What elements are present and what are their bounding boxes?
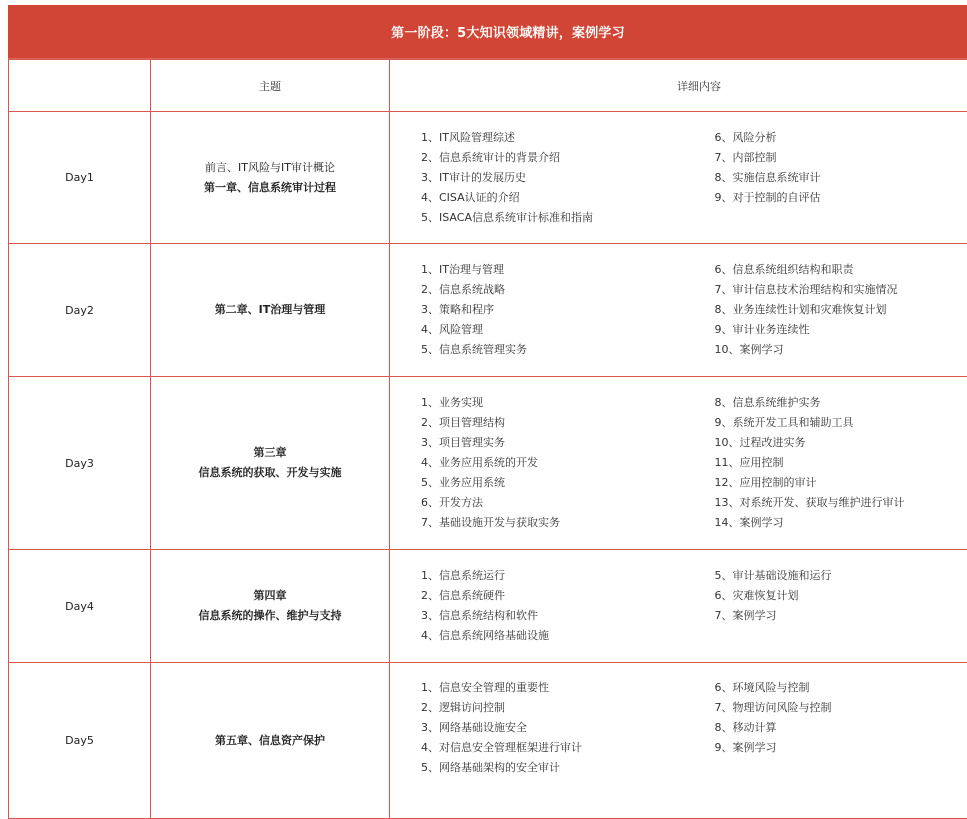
detail-item: 14、案例学习 [715,513,967,533]
table-row [9,244,967,377]
detail-item: 2、信息系统审计的背景介绍 [421,148,715,168]
detail-item: 5、业务应用系统 [421,473,715,493]
detail-item: 2、信息系统战略 [421,280,715,300]
detail-item: 7、案例学习 [715,606,967,626]
day-cell: Day2 [9,244,151,377]
detail-item: 4、CISA认证的介绍 [421,188,715,208]
detail-item: 4、业务应用系统的开发 [421,453,715,473]
detail-item: 10、过程改进实务 [715,433,967,453]
detail-item: 3、策略和程序 [421,300,715,320]
detail-item: 11、应用控制 [715,453,967,473]
detail-item: 9、审计业务连续性 [715,320,967,340]
detail-column-right [715,678,967,778]
day-cell: Day3 [9,377,151,550]
detail-column-left [421,260,715,360]
day-cell: Day1 [9,112,151,244]
topic-cell [151,377,390,550]
table-row [9,550,967,663]
detail-item: 3、网络基础设施安全 [421,718,715,738]
detail-item: 5、信息系统管理实务 [421,340,715,360]
detail-item: 9、案例学习 [715,738,967,758]
detail-item: 5、网络基础架构的安全审计 [421,758,715,778]
detail-item: 3、信息系统结构和软件 [421,606,715,626]
stage-title: 第一阶段：5大知识领域精讲，案例学习 [391,22,625,41]
detail-cell [390,244,967,377]
detail-item: 2、信息系统硬件 [421,586,715,606]
detail-column-right [715,128,967,228]
topic-chapter: 第三章 [151,443,389,463]
detail-item: 8、移动计算 [715,718,967,738]
detail-item: 1、业务实现 [421,393,715,413]
topic-cell [151,112,390,244]
detail-cell [390,550,967,663]
detail-column-left [421,566,715,646]
detail-item: 7、基础设施开发与获取实务 [421,513,715,533]
detail-item: 1、信息系统运行 [421,566,715,586]
header-topic: 主题 [151,60,390,112]
detail-column-left [421,128,715,228]
topic-chapter: 第四章 [151,586,389,606]
schedule-container [8,5,967,819]
detail-column-left [421,678,715,778]
detail-cell [390,112,967,244]
topic-chapter-title: 信息系统的获取、开发与实施 [151,463,389,483]
day-cell: Day4 [9,550,151,663]
stage-banner [8,5,967,59]
detail-item: 8、实施信息系统审计 [715,168,967,188]
table-header-row [9,60,967,112]
header-day [9,60,151,112]
detail-item: 9、对于控制的自评估 [715,188,967,208]
topic-chapter: 第五章、信息资产保护 [151,731,389,751]
detail-item: 1、信息安全管理的重要性 [421,678,715,698]
detail-column-left [421,393,715,533]
topic-chapter: 第二章、IT治理与管理 [151,300,389,320]
table-row [9,377,967,550]
detail-item: 3、IT审计的发展历史 [421,168,715,188]
detail-item: 4、风险管理 [421,320,715,340]
detail-cell [390,377,967,550]
detail-item: 7、内部控制 [715,148,967,168]
detail-item: 3、项目管理实务 [421,433,715,453]
topic-cell [151,244,390,377]
detail-item: 1、IT风险管理综述 [421,128,715,148]
schedule-table [8,59,967,819]
day-cell: Day5 [9,663,151,819]
detail-item: 13、对系统开发、获取与维护进行审计 [715,493,967,513]
detail-item: 6、环境风险与控制 [715,678,967,698]
detail-item: 6、信息系统组织结构和职责 [715,260,967,280]
detail-item: 6、风险分析 [715,128,967,148]
detail-item: 5、ISACA信息系统审计标准和指南 [421,208,715,228]
detail-item: 7、审计信息技术治理结构和实施情况 [715,280,967,300]
detail-item: 6、灾难恢复计划 [715,586,967,606]
header-detail: 详细内容 [390,60,967,112]
detail-item: 1、IT治理与管理 [421,260,715,280]
detail-item: 8、信息系统维护实务 [715,393,967,413]
topic-intro: 前言、IT风险与IT审计概论 [151,158,389,178]
topic-chapter: 第一章、信息系统审计过程 [151,178,389,198]
detail-cell [390,663,967,819]
detail-item: 6、开发方法 [421,493,715,513]
topic-cell [151,550,390,663]
detail-column-right [715,260,967,360]
detail-item: 12、应用控制的审计 [715,473,967,493]
table-row [9,112,967,244]
detail-item: 5、审计基础设施和运行 [715,566,967,586]
detail-item: 9、系统开发工具和辅助工具 [715,413,967,433]
topic-chapter-title: 信息系统的操作、维护与支持 [151,606,389,626]
detail-item: 8、业务连续性计划和灾难恢复计划 [715,300,967,320]
detail-column-right [715,393,967,533]
detail-item: 10、案例学习 [715,340,967,360]
table-row [9,663,967,819]
detail-item: 4、对信息安全管理框架进行审计 [421,738,715,758]
detail-item: 7、物理访问风险与控制 [715,698,967,718]
detail-column-right [715,566,967,646]
detail-item: 2、项目管理结构 [421,413,715,433]
detail-item: 4、信息系统网络基础设施 [421,626,715,646]
detail-item: 2、逻辑访问控制 [421,698,715,718]
topic-cell [151,663,390,819]
